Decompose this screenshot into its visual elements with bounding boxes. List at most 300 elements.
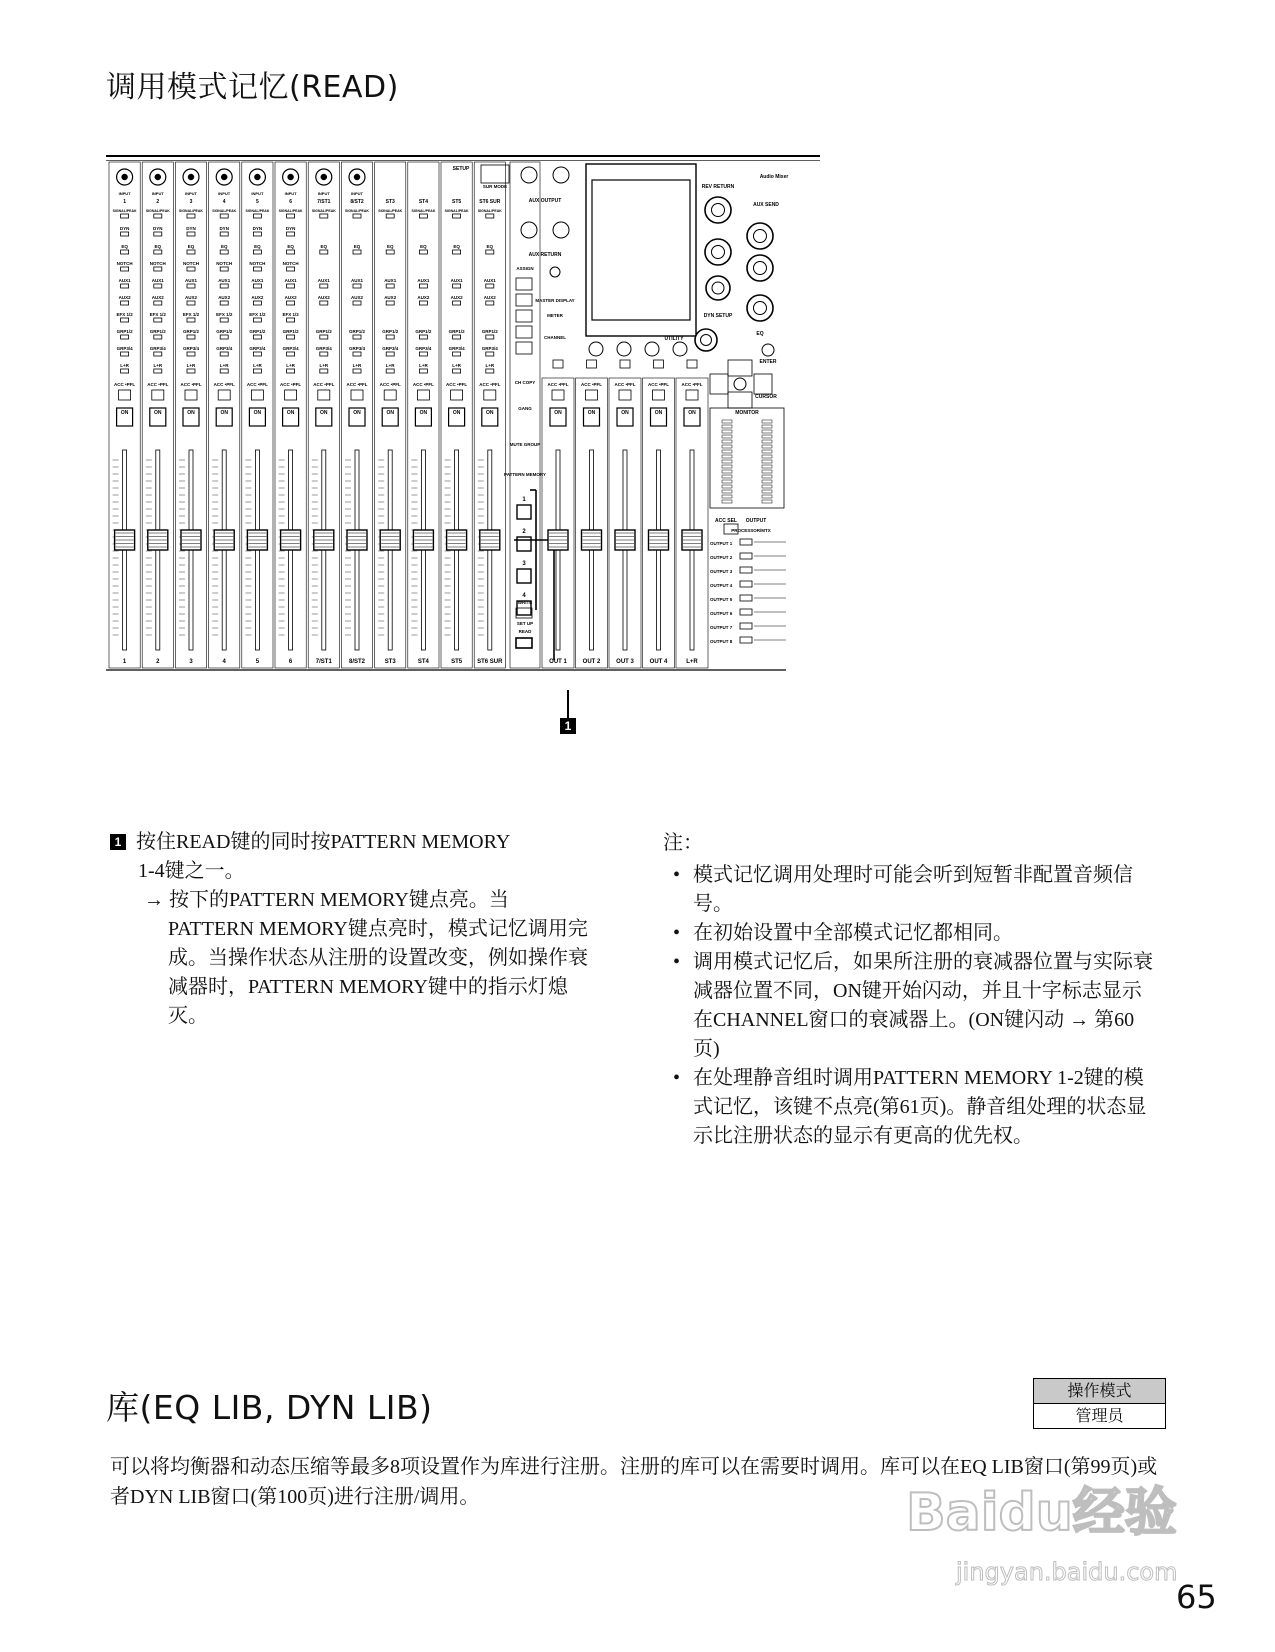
acc-pfl-label: ACC •PFL <box>479 382 501 387</box>
signal-peak-label: SIGNAL/PEAK <box>278 209 303 213</box>
assign-led <box>287 352 295 356</box>
out-number-label: L+R <box>686 659 698 665</box>
signal-led <box>386 214 394 218</box>
acc-pfl-key <box>285 390 297 400</box>
output-row-led <box>740 553 752 559</box>
notch-led <box>121 267 129 271</box>
signal-led <box>220 214 228 218</box>
on-label: ON <box>386 410 394 416</box>
assign-led <box>154 318 162 322</box>
channel-number-label: ST6 SUR <box>479 199 501 205</box>
assign-label: GRP1/2 <box>448 329 465 334</box>
out-number-label: OUT 2 <box>582 659 601 665</box>
meter-segment-left <box>722 435 732 438</box>
assign-led <box>419 335 427 339</box>
assign-label: L+R <box>286 363 295 368</box>
meter-segment-left <box>722 465 732 468</box>
dyn-led <box>121 232 129 236</box>
assign-led <box>287 301 295 305</box>
assign-led <box>486 335 494 339</box>
assign-led <box>187 301 195 305</box>
out-number-label: OUT 1 <box>549 659 567 665</box>
eq-label: EQ <box>386 244 394 249</box>
assign-led <box>253 352 261 356</box>
notch-label: NOTCH <box>282 261 299 266</box>
meter-segment-right <box>762 490 772 493</box>
acc-pfl-key <box>417 390 429 400</box>
assign-label: GRP1/2 <box>481 329 498 334</box>
gain-knob-cap <box>288 174 294 180</box>
meter-segment-left <box>722 495 732 498</box>
assign-label: EFX 1/2 <box>282 312 299 317</box>
assign-label: AUX2 <box>483 295 496 300</box>
assign-led <box>453 335 461 339</box>
assign-led <box>121 369 129 373</box>
channel-number-label: 7/ST1 <box>317 199 331 205</box>
out-on-label: ON <box>621 410 629 416</box>
note-item: • 调用模式记忆后，如果所注册的衰减器位置与实际衰减器位置不同，ON键开始闪动，并且十字标志显示在CHANNEL窗口的衰减器上。(ON键闪动 → 第60页) <box>659 948 1159 1064</box>
eq-label: EQ <box>486 244 494 249</box>
channel-input-label: INPUT <box>218 191 231 196</box>
dyn-led <box>253 232 261 236</box>
aux-output-label: AUX OUTPUT <box>528 198 562 204</box>
dyn-led <box>154 232 162 236</box>
assign-led <box>253 369 261 373</box>
dyn-label: DYN <box>219 226 229 231</box>
assign-label: L+R <box>419 363 428 368</box>
assign-led <box>121 335 129 339</box>
meter-label: METER <box>547 313 563 318</box>
center-label: ASSIGN <box>516 266 534 271</box>
acc-pfl-label: ACC •PFL <box>280 382 302 387</box>
assign-led <box>220 369 228 373</box>
signal-led <box>287 214 295 218</box>
meter-segment-right <box>762 465 772 468</box>
assign-led <box>419 369 427 373</box>
acc-pfl-key <box>351 390 363 400</box>
meter-segment-right <box>762 500 772 503</box>
notch-label: NOTCH <box>249 261 266 266</box>
output-row-led <box>740 539 752 545</box>
acc-pfl-label: ACC •PFL <box>379 382 401 387</box>
on-label: ON <box>253 410 262 416</box>
assign-label: GRP1/2 <box>415 329 432 334</box>
assign-label: L+R <box>352 363 362 368</box>
meter-segment-left <box>722 475 732 478</box>
signal-peak-label: SIGNAL/PEAK <box>345 209 369 213</box>
assign-led <box>220 284 228 288</box>
signal-peak-label: SIGNAL/PEAK <box>112 209 137 213</box>
assign-led <box>187 284 195 288</box>
meter-segment-right <box>762 460 772 463</box>
center-label: WRITE <box>517 600 533 605</box>
notes-column <box>659 828 1159 1151</box>
assign-led <box>353 335 361 339</box>
on-label: ON <box>154 410 162 416</box>
assign-label: GRP3/4 <box>382 346 399 351</box>
assign-label: GRP1/2 <box>216 329 233 334</box>
setup-label: SETUP <box>452 166 470 172</box>
assign-label: GRP3/4 <box>182 346 200 351</box>
channel-input-label: INPUT <box>151 191 164 196</box>
assign-label: EFX 1/2 <box>249 312 266 317</box>
title-rule <box>106 155 820 157</box>
assign-led <box>419 301 427 305</box>
assign-led <box>253 335 261 339</box>
pattern-memory-key <box>517 537 531 551</box>
meter-segment-right <box>762 475 772 478</box>
center-label: SET UP <box>516 621 534 626</box>
center-label: PATTERN MEMORY <box>504 472 546 477</box>
audio-mixer-label: Audio Mixer <box>759 174 789 180</box>
channel-number-label: 1 <box>123 199 126 205</box>
output-row-label: OUTPUT 5 <box>710 597 733 602</box>
assign-label: GRP3/4 <box>315 346 332 351</box>
acc-pfl-label: ACC •PFL <box>114 382 136 387</box>
out-acc-pfl-key <box>586 390 598 400</box>
assign-led <box>253 318 261 322</box>
assign-led <box>287 318 295 322</box>
assign-led <box>220 301 228 305</box>
assign-label: L+R <box>153 363 163 368</box>
master-display-label: MASTER DISPLAY <box>535 298 575 303</box>
select-key <box>516 294 532 306</box>
assign-led <box>353 352 361 356</box>
assign-label: EFX 1/2 <box>149 312 166 317</box>
assign-label: AUX2 <box>184 295 198 300</box>
strip-bottom-number: ST3 <box>384 659 396 665</box>
signal-led <box>187 214 195 218</box>
assign-label: AUX2 <box>251 295 264 300</box>
signal-peak-label: SIGNAL/PEAK <box>378 209 403 213</box>
callout-marker: 1 <box>560 718 576 734</box>
out-number-label: OUT 4 <box>649 659 668 665</box>
channel-number-label: 4 <box>222 199 226 205</box>
assign-led <box>453 352 461 356</box>
strip-bottom-number: ST4 <box>417 659 429 665</box>
meter-segment-right <box>762 470 772 473</box>
out-lr-key <box>687 360 697 368</box>
sur-mode-box <box>481 165 509 183</box>
assign-led <box>386 352 394 356</box>
channel-input-label: INPUT <box>251 191 264 196</box>
assign-label: L+R <box>219 363 229 368</box>
assign-led <box>353 369 361 373</box>
setup-knob <box>550 267 560 277</box>
dyn-label: DYN <box>153 226 163 231</box>
aux-send-label: AUX SEND <box>753 202 779 208</box>
meter-segment-left <box>722 445 732 448</box>
acc-pfl-label: ACC •PFL <box>412 382 434 387</box>
assign-label: AUX2 <box>151 295 164 300</box>
signal-led <box>154 214 162 218</box>
strip-bottom-number: 4 <box>222 659 226 665</box>
lcd-knob <box>617 342 631 356</box>
cursor-label: CURSOR <box>755 394 777 400</box>
acc-pfl-label: ACC •PFL <box>313 382 335 387</box>
output-row-led <box>740 623 752 629</box>
notch-led <box>187 267 195 271</box>
utility-label: UTILITY <box>664 336 684 342</box>
on-label: ON <box>452 410 461 416</box>
assign-label: GRP3/4 <box>149 346 166 351</box>
eq-label-right: EQ <box>756 331 764 337</box>
eq-label: EQ <box>453 244 460 249</box>
out-acc-pfl-label: ACC •PFL <box>647 382 670 387</box>
center-label: READ <box>518 629 532 634</box>
pattern-memory-key <box>517 505 531 519</box>
assign-led <box>353 301 361 305</box>
mixer-console-diagram <box>106 160 820 700</box>
step-line-1 <box>110 828 590 857</box>
cursor-up-key <box>728 360 752 376</box>
meter-segment-left <box>722 460 732 463</box>
assign-led <box>353 284 361 288</box>
sur-mode-label: SUR MODE <box>482 184 508 189</box>
acc-pfl-key <box>318 390 330 400</box>
dyn-led <box>187 232 195 236</box>
eq-label: EQ <box>320 244 328 249</box>
pattern-key-number: 2 <box>522 529 526 535</box>
out-acc-pfl-label: ACC •PFL <box>547 382 569 387</box>
signal-led <box>353 214 361 218</box>
assign-label: AUX2 <box>417 295 430 300</box>
callout-line <box>567 690 569 718</box>
lcd-knob <box>589 342 603 356</box>
assign-label: GRP1/2 <box>182 329 200 334</box>
assign-led <box>220 335 228 339</box>
lcd-screen <box>592 180 690 320</box>
strip-bottom-number: 1 <box>122 659 127 665</box>
meter-segment-left <box>722 425 732 428</box>
out-acc-pfl-label: ACC •PFL <box>614 382 636 387</box>
enter-key <box>762 344 774 356</box>
strip-bottom-number: 2 <box>156 659 160 665</box>
meter-segment-left <box>722 490 732 493</box>
pattern-key-number: 1 <box>522 497 526 503</box>
assign-led <box>154 284 162 288</box>
assign-led <box>320 369 328 373</box>
pattern-key-number: 3 <box>522 561 526 567</box>
notch-led <box>253 267 261 271</box>
channel-input-label: INPUT <box>317 191 330 196</box>
output-row-label: OUTPUT 8 <box>710 639 733 644</box>
eq-label: EQ <box>220 244 228 249</box>
channel-number-label: ST3 <box>385 199 395 205</box>
signal-led <box>419 214 427 218</box>
assign-led <box>419 352 427 356</box>
assign-label: GRP1/2 <box>348 329 366 334</box>
meter-segment-left <box>722 440 732 443</box>
acc-pfl-key <box>218 390 230 400</box>
on-label: ON <box>320 410 328 416</box>
meter-segment-left <box>722 420 732 423</box>
strip-bottom-number: 8/ST2 <box>348 659 366 665</box>
assign-label: AUX1 <box>417 278 430 283</box>
acc-pfl-label: ACC •PFL <box>346 382 368 387</box>
assign-led <box>386 284 394 288</box>
signal-led <box>121 214 129 218</box>
rotary-encoder-center <box>754 230 767 243</box>
meter-segment-right <box>762 445 772 448</box>
read-key <box>516 638 532 648</box>
assign-led <box>253 301 261 305</box>
assign-label: GRP3/4 <box>415 346 432 351</box>
dyn-led <box>287 232 295 236</box>
assign-led <box>220 352 228 356</box>
notch-label: NOTCH <box>183 261 199 266</box>
assign-label: EFX 1/2 <box>216 312 233 317</box>
acc-pfl-key <box>451 390 463 400</box>
output-row-label: OUTPUT 7 <box>710 625 733 630</box>
eq-label: EQ <box>154 244 162 249</box>
assign-label: AUX1 <box>450 278 463 283</box>
assign-led <box>320 352 328 356</box>
notch-led <box>220 267 228 271</box>
channel-number-label: ST5 <box>452 199 462 205</box>
assign-label: EFX 1/2 <box>116 312 133 317</box>
select-key <box>516 278 532 290</box>
signal-led <box>486 214 494 218</box>
rotary-encoder-center <box>754 262 767 275</box>
assign-label: AUX2 <box>384 295 397 300</box>
watermark-url: jingyan.baidu.com <box>956 1558 1178 1586</box>
gain-knob-cap <box>321 174 327 180</box>
assign-led <box>320 301 328 305</box>
aux-output-knob-1 <box>521 167 537 183</box>
assign-label: EFX 1/2 <box>182 312 200 317</box>
eq-led <box>386 250 394 254</box>
rotary-encoder-center <box>712 246 725 259</box>
gain-knob-cap <box>122 174 128 180</box>
channel-number-label: 8/ST2 <box>350 199 364 205</box>
assign-led <box>121 352 129 356</box>
meter-segment-right <box>762 440 772 443</box>
eq-label: EQ <box>420 244 427 249</box>
channel-number-label: 5 <box>256 199 259 205</box>
aux-output-knob-2 <box>553 167 569 183</box>
lcd-knob <box>673 342 687 356</box>
signal-peak-label: SIGNAL/PEAK <box>179 209 203 213</box>
signal-led <box>253 214 261 218</box>
baidu-watermark <box>898 1468 1198 1598</box>
assign-led <box>187 369 195 373</box>
signal-peak-label: SIGNAL/PEAK <box>444 209 469 213</box>
assign-label: AUX2 <box>450 295 463 300</box>
strip-bottom-number: 3 <box>189 659 193 665</box>
assign-led <box>121 301 129 305</box>
assign-label: AUX1 <box>151 278 164 283</box>
assign-label: GRP3/4 <box>116 346 133 351</box>
assign-label: GRP3/4 <box>348 346 366 351</box>
channel-input-label: INPUT <box>351 191 363 196</box>
aux-return-knob-2 <box>553 222 569 238</box>
lcd-knob <box>645 342 659 356</box>
signal-led <box>453 214 461 218</box>
assign-label: L+R <box>253 363 262 368</box>
out-on-label: ON <box>554 410 562 416</box>
assign-label: AUX1 <box>317 278 330 283</box>
assign-led <box>154 335 162 339</box>
assign-label: L+R <box>186 363 196 368</box>
write-key <box>516 608 532 618</box>
meter-segment-right <box>762 430 772 433</box>
enter-label: ENTER <box>759 359 777 365</box>
out-lr-key <box>587 360 597 368</box>
out-on-label: ON <box>688 410 696 416</box>
out-lr-key <box>654 360 664 368</box>
output-row-led <box>740 567 752 573</box>
eq-led <box>220 250 228 254</box>
eq-led <box>287 250 295 254</box>
meter-segment-left <box>722 485 732 488</box>
select-key <box>516 342 532 354</box>
library-paragraph: 可以将均衡器和动态压缩等最多8项设置作为库进行注册。注册的库可以在需要时调用。库可以在EQ LIB窗口(第99页)或者DYN LIB窗口(第100页)进行注册/调用。 <box>110 1456 1158 1508</box>
output-row-label: OUTPUT 2 <box>710 555 733 560</box>
assign-label: AUX1 <box>218 278 231 283</box>
assign-led <box>386 301 394 305</box>
channel-input-label: INPUT <box>185 191 197 196</box>
eq-label: EQ <box>254 244 261 249</box>
output-label: OUTPUT <box>745 518 767 524</box>
mode-header: 操作模式 <box>1034 1379 1165 1404</box>
eq-led <box>486 250 494 254</box>
meter-segment-left <box>722 430 732 433</box>
eq-led <box>154 250 162 254</box>
meter-segment-left <box>722 500 732 503</box>
acc-pfl-key <box>185 390 197 400</box>
notch-led <box>154 267 162 271</box>
signal-peak-label: SIGNAL/PEAK <box>245 209 270 213</box>
dyn-label: DYN <box>285 226 296 231</box>
assign-led <box>486 301 494 305</box>
dyn-label: DYN <box>252 226 263 231</box>
channel-number-label: 2 <box>156 199 160 205</box>
acc-pfl-label: ACC •PFL <box>213 382 235 387</box>
signal-peak-label: SIGNAL/PEAK <box>212 209 237 213</box>
gain-knob-cap <box>155 174 161 180</box>
acc-pfl-key <box>251 390 263 400</box>
output-row-led <box>740 609 752 615</box>
assign-led <box>187 318 195 322</box>
notch-label: NOTCH <box>116 261 133 266</box>
processor-mtx-label: PROCESSOR/MTX <box>731 528 771 533</box>
eq-led <box>419 250 427 254</box>
signal-peak-label: SIGNAL/PEAK <box>311 209 336 213</box>
note-item: • 在处理静音组时调用PATTERN MEMORY 1-2键的模式记忆，该键不点亮(第61页)。静音组处理的状态显示比注册状态的显示有更高的优先权。 <box>659 1064 1159 1151</box>
strip-bottom-number: 5 <box>255 659 260 665</box>
mode-value: 管理员 <box>1075 1406 1124 1425</box>
assign-led <box>287 335 295 339</box>
meter-segment-left <box>722 470 732 473</box>
assign-led <box>220 318 228 322</box>
rotary-encoder-center <box>701 335 712 346</box>
eq-label: EQ <box>121 244 128 249</box>
assign-label: L+R <box>120 363 129 368</box>
note-item: • 在初始设置中全部模式记忆都相同。 <box>659 919 1159 948</box>
assign-label: GRP1/2 <box>282 329 299 334</box>
output-row-led <box>740 581 752 587</box>
acc-pfl-label: ACC •PFL <box>246 382 268 387</box>
meter-segment-right <box>762 425 772 428</box>
strip-bottom-number: ST5 <box>451 659 463 665</box>
meter-segment-right <box>762 485 772 488</box>
step-number: 1 <box>110 834 126 850</box>
section-title-read: 调用模式记忆(READ) <box>106 70 399 105</box>
signal-peak-label: SIGNAL/PEAK <box>145 209 170 213</box>
out-on-label: ON <box>654 410 663 416</box>
out-acc-pfl-label: ACC •PFL <box>681 382 703 387</box>
